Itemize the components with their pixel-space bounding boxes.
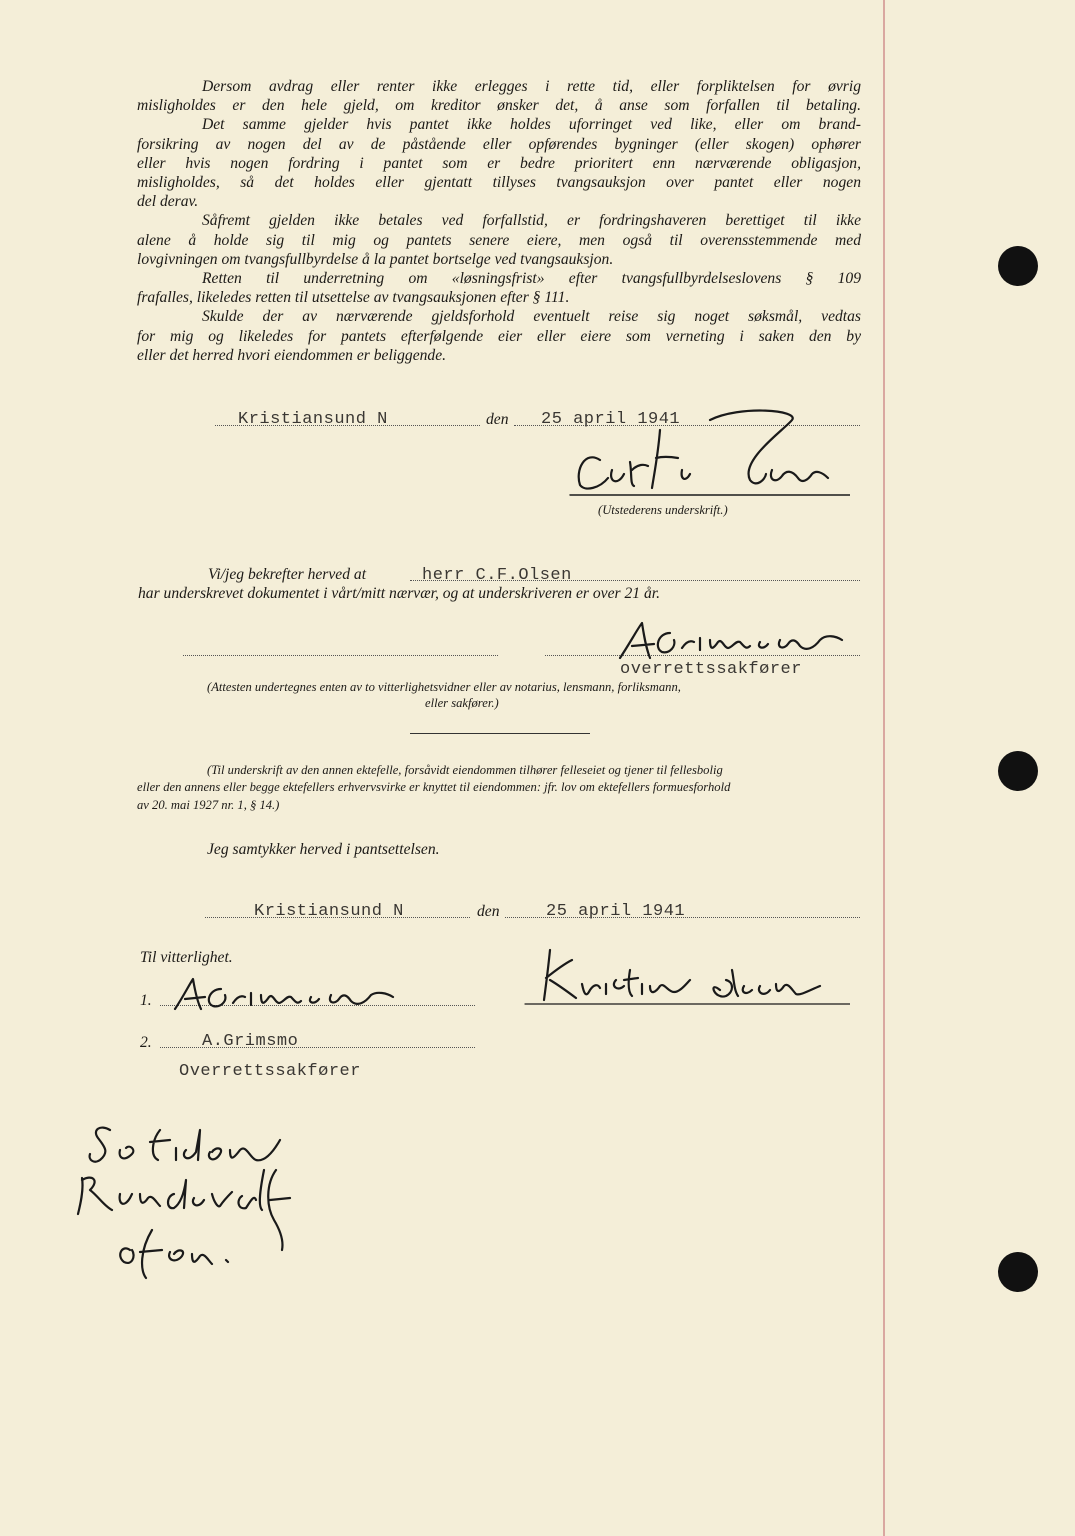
text-line: misligholdes er den hele gjeld, om kreditor ønsker det, å anse som forfallen til betaling.	[137, 97, 861, 115]
text-line: Retten til underretning om «løsningsfrist» efter tvangsfullbyrdelseslovens § 109	[202, 270, 861, 288]
spouse-consent: Jeg samtykker herved i pantsettelsen.	[207, 841, 440, 858]
witness2-title: Overrettssakfører	[179, 1062, 361, 1081]
text-line: misligholdes, så det holdes eller gjentatt tillyses tvangsauksjon over pantet eller nogen	[137, 174, 861, 192]
witness2-name: A.Grimsmo	[202, 1032, 299, 1051]
text-line: Såfremt gjelden ikke betales ved forfallstid, er fordringshaveren berettiget til ikke	[202, 212, 861, 230]
section-divider	[410, 733, 590, 734]
text-line: Dersom avdrag eller renter ikke erlegges i rette tid, eller forpliktelsen for øvrig	[202, 78, 861, 95]
spouse-note-line3: av 20. mai 1927 nr. 1, § 14.)	[137, 798, 280, 812]
margin-line	[883, 0, 885, 1536]
spouse-date: 25 april 1941	[546, 902, 686, 921]
text-line: for mig og likeledes for pantets efterfølgende eier eller eiere som verneting i saken den by	[137, 327, 861, 345]
attestation-signature	[610, 618, 860, 663]
attestation-line2: har underskrevet dokumentet i vårt/mitt nærvær, og at underskriveren er over 21 år.	[138, 585, 661, 602]
text-line: frafalles, likeledes retten til utsettelse av tvangsauksjonen efter § 111.	[137, 289, 570, 307]
witness-item2-label: 2.	[140, 1034, 152, 1051]
punch-hole-bottom	[998, 1252, 1038, 1292]
attestation-note-line2: eller sakfører.)	[425, 696, 499, 710]
attestation-note-line1: (Attesten undertegnes enten av to vitterlighetsvidner eller av notarius, lensmann, forliksmann,	[207, 680, 681, 694]
text-line: alene å holde sig til mig og pantets senere eiere, men også til overensstemmende med	[137, 231, 861, 249]
signing-date: 25 april 1941	[541, 410, 681, 429]
text-line: forsikring av nogen del av de påstående eller opførendes bygninger (eller skogen) ophører	[137, 135, 861, 153]
punch-hole-top	[998, 246, 1038, 286]
signing-place: Kristiansund N	[238, 410, 388, 429]
punch-hole-middle	[998, 751, 1038, 791]
text-line: lovgivningen om tvangsfullbyrdelse å la pantet bortselge ved tvangsauksjon.	[137, 250, 614, 268]
issuer-signature-caption: (Utstederens underskrift.)	[598, 503, 728, 517]
witness1-signature	[165, 975, 405, 1015]
den-label: den	[486, 411, 509, 428]
attestation-signer-title: overrettssakfører	[620, 660, 802, 679]
handwritten-note	[70, 1110, 320, 1280]
witness-item1-label: 1.	[140, 992, 152, 1009]
attestation-prefix: Vi/jeg bekrefter herved at	[208, 566, 367, 583]
text-line: Det samme gjelder hvis pantet ikke holdes uforringet ved like, eller om brand-	[202, 116, 861, 134]
issuer-signature	[560, 400, 850, 500]
attested-person: herr C.F.Olsen	[422, 566, 572, 585]
spouse-note-line1: (Til underskrift av den annen ektefelle, forsåvidt eiendommen tilhører felleseiet og tjener til fellesbolig	[207, 763, 723, 777]
text-line: eller hvis nogen fordring i pantet som er bedre prioritert enn nærværende obligasjon,	[137, 154, 861, 172]
text-line: eller det herred hvori eiendommen er beliggende.	[137, 346, 447, 364]
witness-left-dotted-line	[183, 655, 498, 656]
text-line: Skulde der av nærværende gjeldsforhold eventuelt reise sig noget søksmål, vedtas	[202, 308, 861, 326]
witness-heading: Til vitterlighet.	[140, 949, 233, 966]
spouse-den-label: den	[477, 903, 500, 920]
paragraph-default	[137, 77, 861, 365]
spouse-place: Kristiansund N	[254, 902, 404, 921]
spouse-note-line2: eller den annens eller begge ektefellers erhvervsvirke er knyttet til eiendommen: jfr. lov om ektefellers formuesforhold	[137, 780, 731, 794]
text-line: del derav.	[137, 193, 199, 211]
spouse-signature	[520, 940, 850, 1005]
